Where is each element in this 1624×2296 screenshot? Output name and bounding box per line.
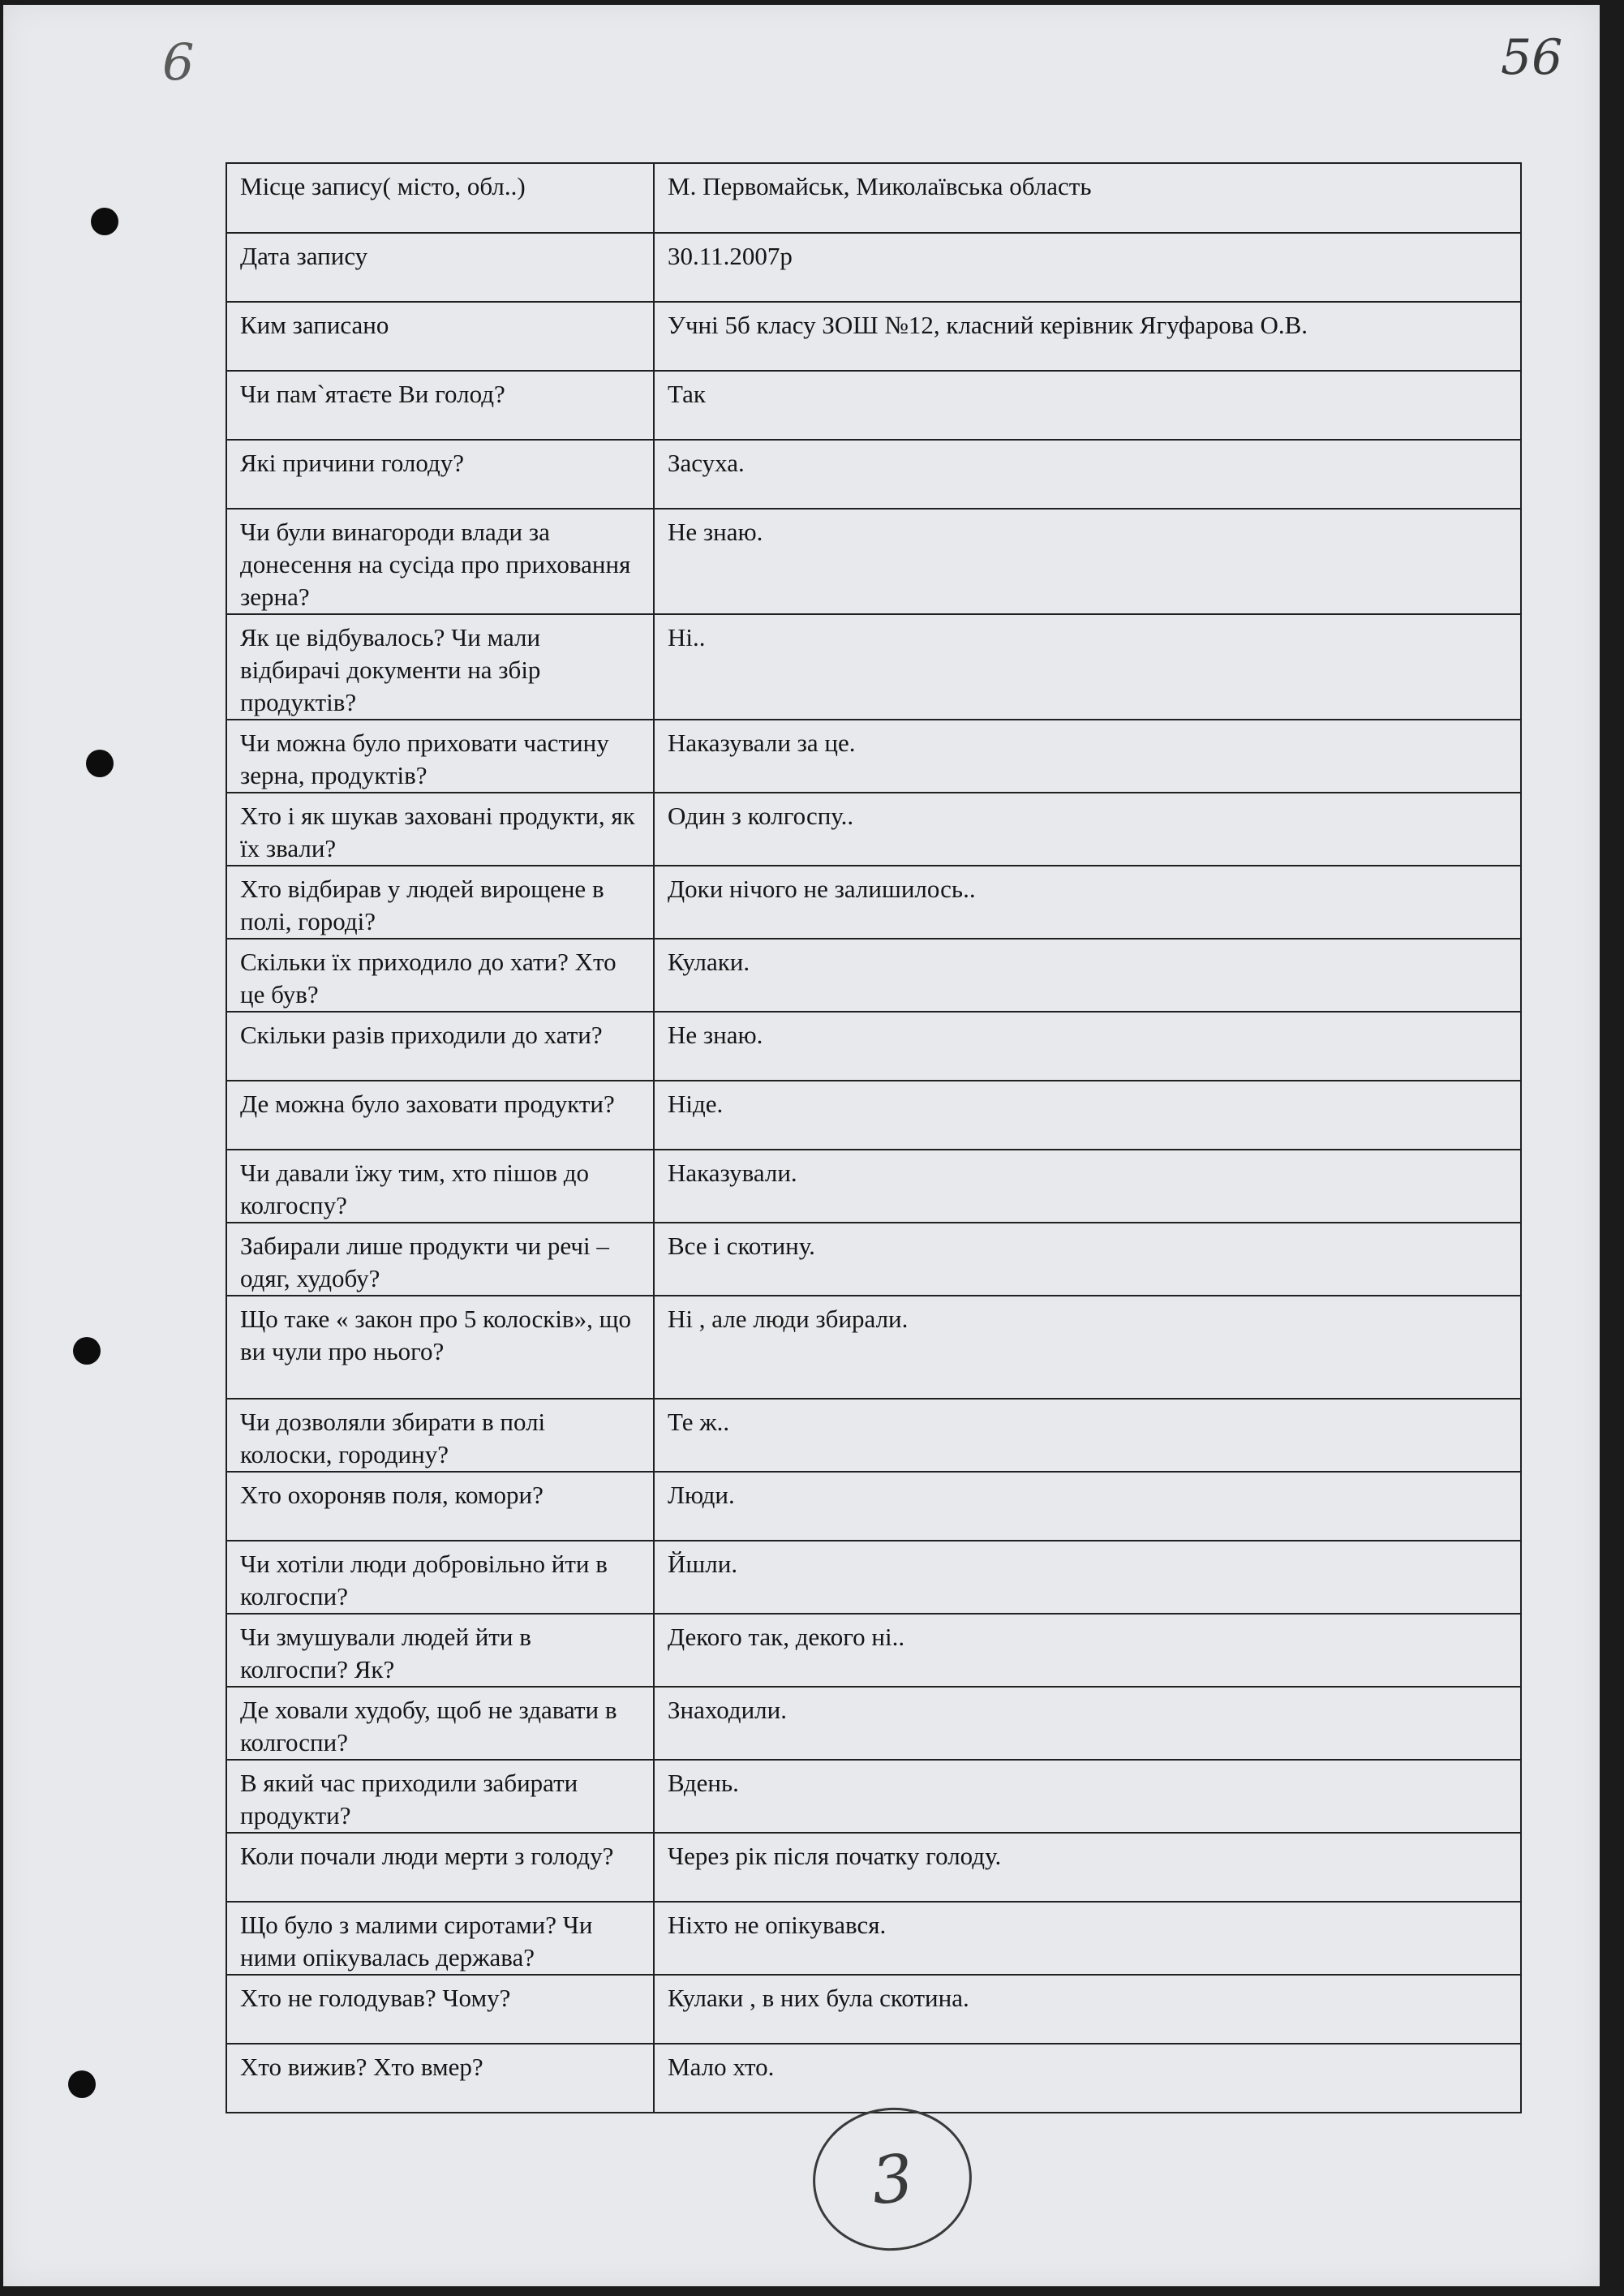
- question-cell: Ким записано: [226, 302, 654, 371]
- answer-cell: Через рік після початку голоду.: [654, 1833, 1521, 1902]
- question-cell: Чи давали їжу тим, хто пішов до колгоспу?: [226, 1150, 654, 1223]
- table-row: [226, 1833, 1521, 1902]
- question-cell: Чи дозволяли збирати в полі колоски, городину?: [226, 1399, 654, 1472]
- question-cell: Хто охороняв поля, комори?: [226, 1472, 654, 1541]
- question-cell: Чи пам`ятаєте Ви голод?: [226, 371, 654, 440]
- question-cell: Хто не голодував? Чому?: [226, 1975, 654, 2044]
- answer-cell: М. Первомайськ, Миколаївська область: [654, 163, 1521, 233]
- table-row: [226, 1150, 1521, 1223]
- question-cell: Дата запису: [226, 233, 654, 302]
- answer-cell: Мало хто.: [654, 2044, 1521, 2113]
- answer-cell: Йшли.: [654, 1541, 1521, 1614]
- answer-cell: Доки нічого не залишилось..: [654, 866, 1521, 939]
- answer-cell: Наказували за це.: [654, 720, 1521, 793]
- answer-cell: Кулаки , в них була скотина.: [654, 1975, 1521, 2044]
- answer-cell: Наказували.: [654, 1150, 1521, 1223]
- answer-cell: Ніхто не опікувався.: [654, 1902, 1521, 1975]
- table-row: [226, 1687, 1521, 1760]
- question-cell: Скільки разів приходили до хати?: [226, 1012, 654, 1081]
- question-cell: Де можна було заховати продукти?: [226, 1081, 654, 1150]
- answer-cell: Ні..: [654, 614, 1521, 720]
- table-row: [226, 1399, 1521, 1472]
- question-cell: В який час приходили забирати продукти?: [226, 1760, 654, 1833]
- answer-cell: Знаходили.: [654, 1687, 1521, 1760]
- question-cell: Скільки їх приходило до хати? Хто це був?: [226, 939, 654, 1012]
- answer-cell: Люди.: [654, 1472, 1521, 1541]
- table-row: [226, 302, 1521, 371]
- question-cell: Хто і як шукав заховані продукти, як їх звали?: [226, 793, 654, 866]
- answer-cell: 30.11.2007р: [654, 233, 1521, 302]
- table-row: [226, 866, 1521, 939]
- answer-cell: Кулаки.: [654, 939, 1521, 1012]
- answer-cell: Вдень.: [654, 1760, 1521, 1833]
- question-cell: Місце запису( місто, обл..): [226, 163, 654, 233]
- handwritten-circled-sheet-number: [806, 2100, 978, 2259]
- question-cell: Чи змушували людей йти в колгоспи? Як?: [226, 1614, 654, 1687]
- answer-cell: Декого так, декого ні..: [654, 1614, 1521, 1687]
- table-row: [226, 440, 1521, 509]
- handwritten-page-number-left: 6: [162, 32, 195, 92]
- table-row: [226, 1081, 1521, 1150]
- table-row: [226, 1975, 1521, 2044]
- question-cell: Забирали лише продукти чи речі – одяг, худобу?: [226, 1223, 654, 1296]
- question-cell: Як це відбувалось? Чи мали відбирачі документи на збір продуктів?: [226, 614, 654, 720]
- table-row: [226, 939, 1521, 1012]
- punch-hole: [73, 1337, 101, 1365]
- table-row: [226, 720, 1521, 793]
- answer-cell: Не знаю.: [654, 509, 1521, 614]
- table-row: [226, 1472, 1521, 1541]
- answer-cell: Засуха.: [654, 440, 1521, 509]
- answer-cell: Так: [654, 371, 1521, 440]
- questionnaire-table: [226, 162, 1522, 2113]
- handwritten-page-number-right: 56: [1501, 29, 1563, 86]
- punch-hole: [91, 208, 118, 235]
- table-row: [226, 614, 1521, 720]
- answer-cell: Те ж..: [654, 1399, 1521, 1472]
- table-row: [226, 1902, 1521, 1975]
- answer-cell: Один з колгоспу..: [654, 793, 1521, 866]
- question-cell: Чи були винагороди влади за донесення на сусіда про приховання зерна?: [226, 509, 654, 614]
- table-row: [226, 163, 1521, 233]
- table-row: [226, 1012, 1521, 1081]
- answer-cell: Ні , але люди збирали.: [654, 1296, 1521, 1399]
- answer-cell: Все і скотину.: [654, 1223, 1521, 1296]
- question-cell: Чи можна було приховати частину зерна, продуктів?: [226, 720, 654, 793]
- answer-cell: Ніде.: [654, 1081, 1521, 1150]
- question-cell: Що таке « закон про 5 колосків», що ви чули про нього?: [226, 1296, 654, 1399]
- question-cell: Чи хотіли люди добровільно йти в колгоспи?: [226, 1541, 654, 1614]
- table-row: [226, 509, 1521, 614]
- answer-cell: Не знаю.: [654, 1012, 1521, 1081]
- table-row: [226, 793, 1521, 866]
- table-row: [226, 1760, 1521, 1833]
- table-row: [226, 1223, 1521, 1296]
- table-row: [226, 371, 1521, 440]
- question-cell: Що було з малими сиротами? Чи ними опікувалась держава?: [226, 1902, 654, 1975]
- question-cell: Де ховали худобу, щоб не здавати в колгоспи?: [226, 1687, 654, 1760]
- question-cell: Хто вижив? Хто вмер?: [226, 2044, 654, 2113]
- paper-sheet: [3, 5, 1600, 2286]
- table-row: [226, 233, 1521, 302]
- table-row: [226, 1296, 1521, 1399]
- question-cell: Які причини голоду?: [226, 440, 654, 509]
- punch-hole: [68, 2070, 96, 2098]
- table-row: [226, 2044, 1521, 2113]
- answer-cell: Учні 5б класу ЗОШ №12, класний керівник Ягуфарова О.В.: [654, 302, 1521, 371]
- question-cell: Коли почали люди мерти з голоду?: [226, 1833, 654, 1902]
- table-row: [226, 1614, 1521, 1687]
- question-cell: Хто відбирав у людей вирощене в полі, городі?: [226, 866, 654, 939]
- punch-hole: [86, 750, 114, 777]
- table-row: [226, 1541, 1521, 1614]
- sheet-number-text: 3: [867, 2139, 917, 2219]
